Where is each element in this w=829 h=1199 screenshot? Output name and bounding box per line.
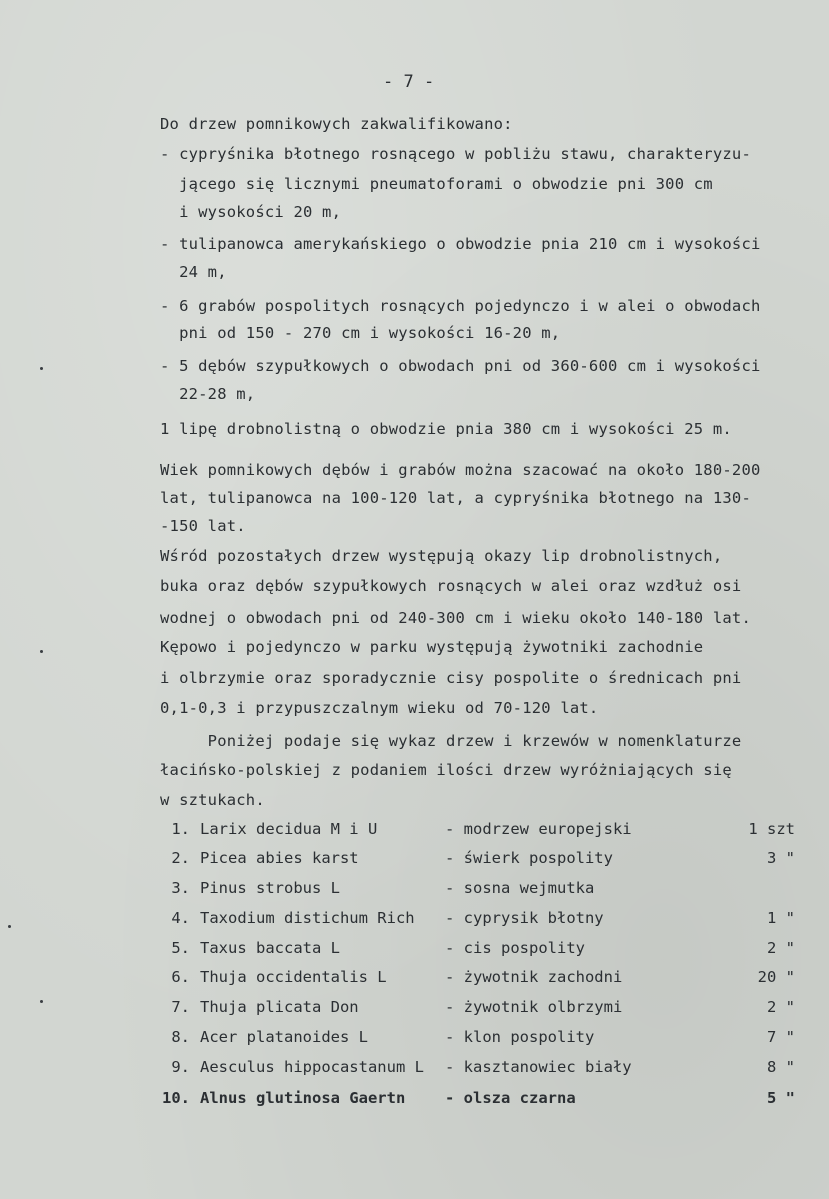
text-line: Poniżej podaje się wykaz drzew i krzewów w nomenklaturze <box>160 732 742 750</box>
species-polish-name: - olsza czarna <box>445 1089 576 1107</box>
text-line: 1 lipę drobnolistną o obwodzie pnia 380 cm i wysokości 25 m. <box>160 420 732 438</box>
species-latin-name: Pinus strobus L <box>200 879 340 897</box>
species-latin-name: Aesculus hippocastanum L <box>200 1058 424 1076</box>
species-latin-name: Acer platanoides L <box>200 1028 368 1046</box>
species-latin-name: Picea abies karst <box>200 849 359 867</box>
text-line: - tulipanowca amerykańskiego o obwodzie pnia 210 cm i wysokości <box>160 235 761 253</box>
species-number: 4. <box>171 909 190 927</box>
species-latin-name: Thuja plicata Don <box>200 998 359 1016</box>
species-latin-name: Taxus baccata L <box>200 939 340 957</box>
species-quantity: 2 " <box>767 939 795 957</box>
species-row <box>0 996 829 1018</box>
margin-mark <box>40 1000 43 1003</box>
species-row <box>0 877 829 899</box>
text-line: - 5 dębów szypułkowych o obwodach pni od 360-600 cm i wysokości <box>160 357 761 375</box>
species-number: 7. <box>171 998 190 1016</box>
species-quantity: 7 " <box>767 1028 795 1046</box>
species-row <box>0 1056 829 1078</box>
text-line: 24 m, <box>160 263 227 281</box>
species-latin-name: Larix decidua M i U <box>200 820 378 838</box>
species-latin-name: Alnus glutinosa Gaertn <box>200 1089 406 1107</box>
species-number: 10. <box>162 1089 190 1107</box>
species-latin-name: Taxodium distichum Rich <box>200 909 415 927</box>
species-quantity: 20 " <box>757 968 795 986</box>
text-line: wodnej o obwodach pni od 240-300 cm i wieku około 140-180 lat. <box>160 609 751 627</box>
species-number: 2. <box>171 849 190 867</box>
species-quantity: 2 " <box>767 998 795 1016</box>
text-line: lat, tulipanowca na 100-120 lat, a cypryśnika błotnego na 130- <box>160 489 751 507</box>
species-quantity: 5 " <box>767 1089 795 1107</box>
text-line: 22-28 m, <box>160 385 256 403</box>
text-line: w sztukach. <box>160 791 265 809</box>
margin-mark <box>8 925 11 928</box>
species-polish-name: - świerk pospolity <box>445 849 613 867</box>
species-polish-name: - modrzew europejski <box>445 820 632 838</box>
species-row <box>0 966 829 988</box>
species-quantity: 1 szt <box>748 820 795 838</box>
species-row <box>0 1026 829 1048</box>
species-number: 1. <box>171 820 190 838</box>
species-row <box>0 818 829 840</box>
species-quantity: 1 " <box>767 909 795 927</box>
species-row <box>0 847 829 869</box>
species-number: 3. <box>171 879 190 897</box>
text-line: łacińsko-polskiej z podaniem ilości drzew wyróżniających się <box>160 761 732 779</box>
text-line: Wiek pomnikowych dębów i grabów można szacować na około 180-200 <box>160 461 761 479</box>
species-number: 5. <box>171 939 190 957</box>
species-latin-name: Thuja occidentalis L <box>200 968 387 986</box>
margin-mark <box>40 650 43 653</box>
text-line: 0,1-0,3 i przypuszczalnym wieku od 70-120 lat. <box>160 699 599 717</box>
species-number: 6. <box>171 968 190 986</box>
text-line: - 6 grabów pospolitych rosnących pojedynczo i w alei o obwodach <box>160 297 761 315</box>
species-polish-name: - cis pospolity <box>445 939 585 957</box>
text-line: jącego się licznymi pneumatoforami o obwodzie pni 300 cm <box>160 175 713 193</box>
text-line: Kępowo i pojedynczo w parku występują żywotniki zachodnie <box>160 638 704 656</box>
species-row <box>0 1087 829 1109</box>
species-polish-name: - żywotnik zachodni <box>445 968 623 986</box>
species-polish-name: - kasztanowiec biały <box>445 1058 632 1076</box>
species-row <box>0 907 829 929</box>
page-number: - 7 - <box>383 72 435 92</box>
text-line: i olbrzymie oraz sporadycznie cisy pospolite o średnicach pni <box>160 669 742 687</box>
text-line: Wśród pozostałych drzew występują okazy lip drobnolistnych, <box>160 547 723 565</box>
text-line: -150 lat. <box>160 517 246 535</box>
species-number: 8. <box>171 1028 190 1046</box>
text-line: pni od 150 - 270 cm i wysokości 16-20 m, <box>160 324 561 342</box>
species-polish-name: - sosna wejmutka <box>445 879 595 897</box>
text-line: - cypryśnika błotnego rosnącego w pobliżu stawu, charakteryzu- <box>160 145 751 163</box>
species-polish-name: - cyprysik błotny <box>445 909 604 927</box>
text-line: buka oraz dębów szypułkowych rosnących w alei oraz wzdłuż osi <box>160 577 742 595</box>
species-polish-name: - klon pospolity <box>445 1028 595 1046</box>
text-line: i wysokości 20 m, <box>160 203 342 221</box>
margin-mark <box>40 367 43 370</box>
species-polish-name: - żywotnik olbrzymi <box>445 998 623 1016</box>
species-quantity: 8 " <box>767 1058 795 1076</box>
text-line: Do drzew pomnikowych zakwalifikowano: <box>160 115 513 133</box>
species-row <box>0 937 829 959</box>
species-quantity: 3 " <box>767 849 795 867</box>
species-number: 9. <box>171 1058 190 1076</box>
